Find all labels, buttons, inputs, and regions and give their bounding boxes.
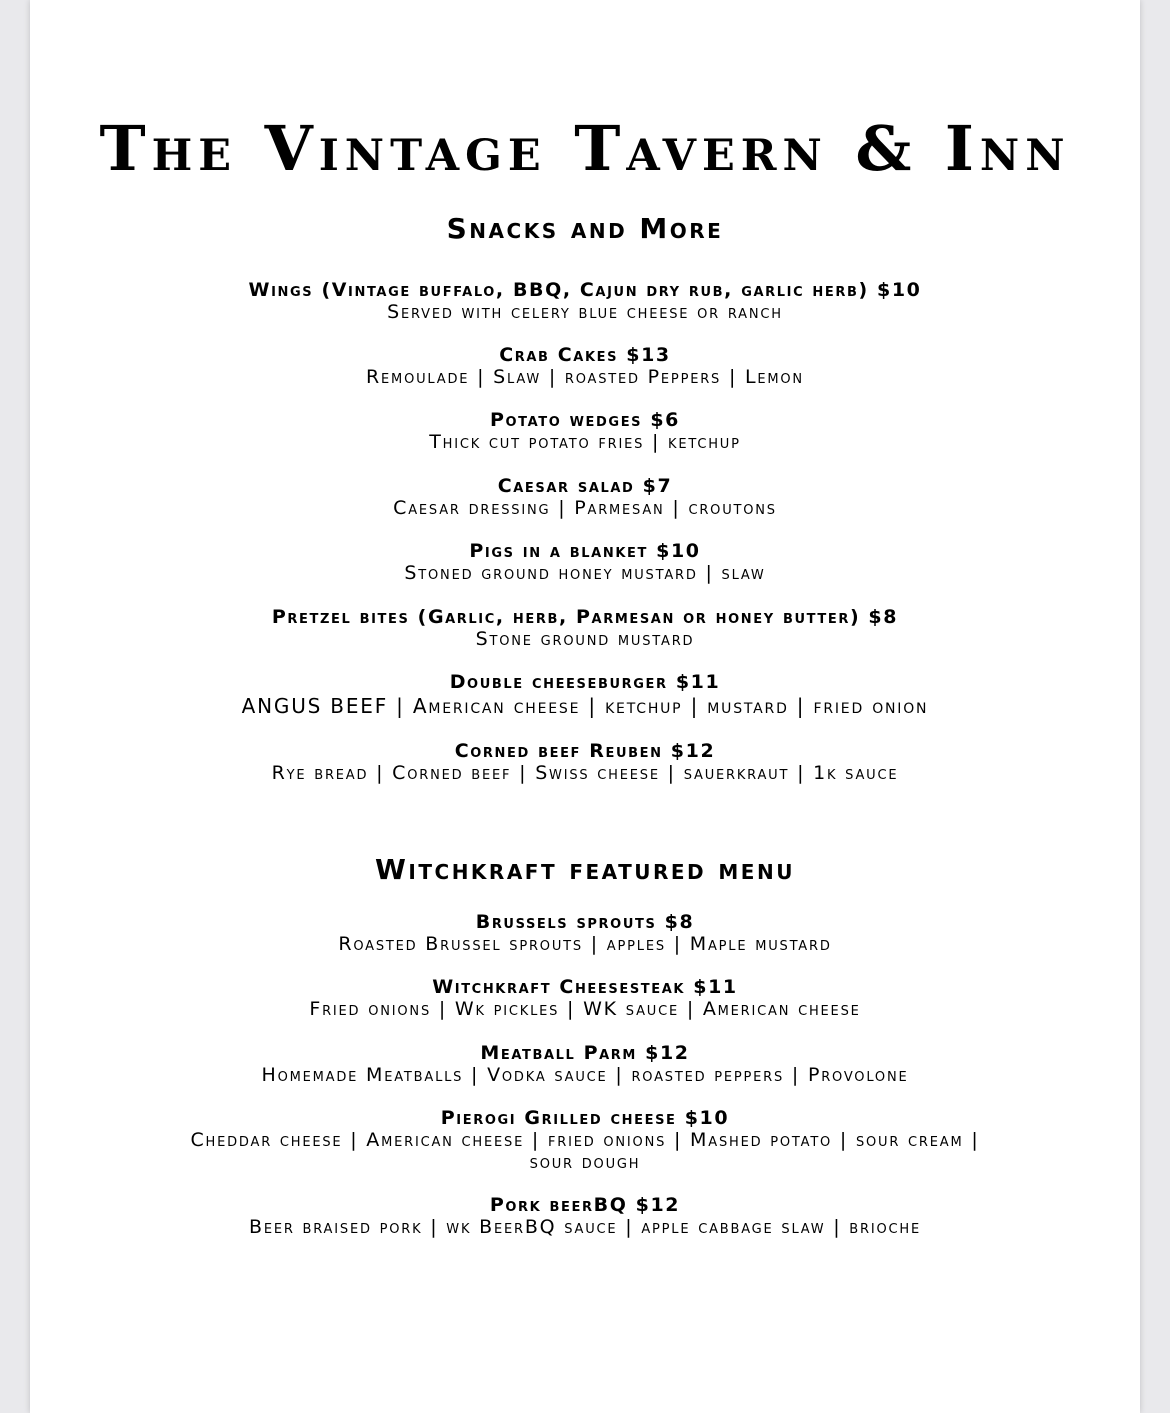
menu-item-name: Brussels sprouts $8	[475, 911, 695, 933]
menu-item-name: Meatball Parm $12	[480, 1042, 690, 1064]
menu-item-name: Pigs in a blanket $10	[469, 540, 701, 562]
menu-item	[30, 344, 1140, 388]
menu-item-name: Potato wedges $6	[490, 409, 680, 431]
menu-item-description: Served with celery blue cheese or ranch	[387, 301, 783, 323]
menu-item-name: Pretzel bites (Garlic, herb, Parmesan or honey butter) $8	[271, 606, 899, 628]
menu-item	[30, 1194, 1140, 1238]
section-heading-witchkraft: Witchkraft featured menu	[375, 853, 795, 886]
menu-item	[30, 1107, 1140, 1173]
menu-item-description: Stone ground mustard	[475, 628, 695, 650]
menu-page	[30, 0, 1140, 1413]
menu-item	[30, 671, 1140, 719]
menu-item-name: Wings (Vintage buffalo, BBQ, Cajun dry rub, garlic herb) $10	[248, 279, 922, 301]
menu-item-description: Roasted Brussel sprouts | apples | Maple mustard	[338, 933, 832, 955]
menu-item-description: ANGUS BEEF | American cheese | ketchup | mustard | fried onion	[241, 694, 929, 718]
menu-item-name: Caesar salad $7	[497, 475, 673, 497]
menu-item-description: Rye bread | Corned beef | Swiss cheese | sauerkraut | 1k sauce	[271, 762, 899, 784]
menu-item	[30, 740, 1140, 784]
menu-item	[30, 606, 1140, 650]
menu-item-name: Pork beerBQ $12	[489, 1194, 681, 1216]
menu-item	[30, 1042, 1140, 1086]
menu-item-description: Beer braised pork | wk BeerBQ sauce | apple cabbage slaw | brioche	[249, 1216, 921, 1238]
menu-item-description: Thick cut potato fries | ketchup	[429, 431, 741, 453]
menu-item-description: Fried onions | Wk pickles | WK sauce | American cheese	[309, 998, 861, 1020]
menu-item-name: Double cheeseburger $11	[449, 671, 721, 693]
menu-item-description: Stoned ground honey mustard | slaw	[404, 562, 766, 584]
menu-item-description: Remoulade | Slaw | roasted Peppers | Lemon	[366, 366, 804, 388]
section-heading-snacks: Snacks and More	[446, 212, 724, 245]
menu-item	[30, 279, 1140, 323]
menu-item-name: Pierogi Grilled cheese $10	[440, 1107, 730, 1129]
menu-item	[30, 911, 1140, 955]
menu-item-name: Crab Cakes $13	[499, 344, 671, 366]
menu-item	[30, 540, 1140, 584]
menu-item-name: Corned beef Reuben $12	[454, 740, 716, 762]
menu-item-description: Caesar dressing | Parmesan | croutons	[393, 497, 777, 519]
menu-item-name: Witchkraft Cheesesteak $11	[432, 976, 738, 998]
menu-item	[30, 976, 1140, 1020]
menu-item-description: Cheddar cheese | American cheese | fried onions | Mashed potato | sour cream | sour dough	[190, 1129, 980, 1173]
menu-title: The Vintage Tavern & Inn	[99, 112, 1071, 185]
menu-item-description: Homemade Meatballs | Vodka sauce | roasted peppers | Provolone	[261, 1064, 909, 1086]
menu-item	[30, 475, 1140, 519]
menu-item	[30, 409, 1140, 453]
